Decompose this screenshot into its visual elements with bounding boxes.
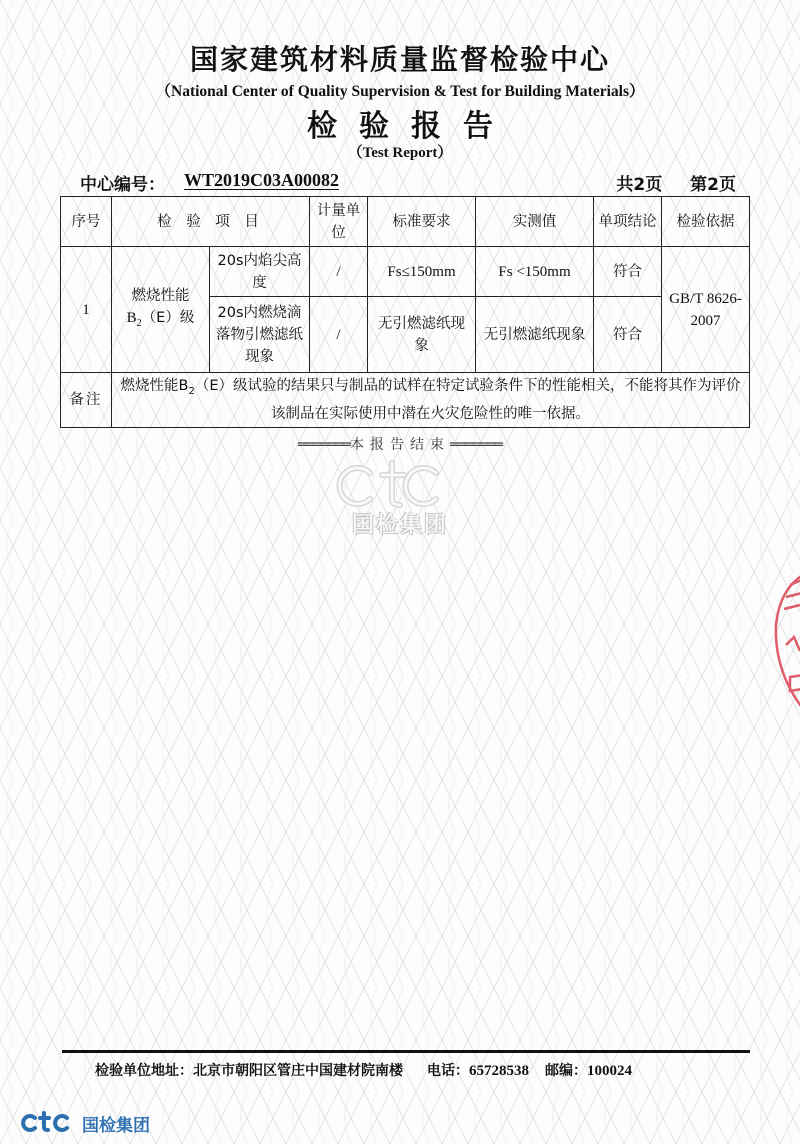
report-title-en: （Test Report） (347, 145, 453, 161)
subitem-name: 20s内燃烧滴落物引燃滤纸现象 (210, 297, 310, 373)
report-title: 检验报告 (307, 109, 515, 144)
ctc-logo-icon (20, 1110, 76, 1134)
current-page: 第2页 (690, 175, 736, 195)
end-of-report-marker: ═══════本报告结束═══════ (297, 437, 503, 453)
footer (95, 1060, 735, 1080)
category-line1: 燃烧性能 (131, 287, 190, 304)
remark-label: 备注 (61, 373, 112, 428)
header-basis: 检验依据 (662, 197, 750, 247)
center-no-label: 中心编号： (80, 175, 165, 195)
header-conclusion: 单项结论 (594, 197, 662, 247)
header-requirement: 标准要求 (368, 197, 476, 247)
subitem-name: 20s内焰尖高度 (210, 247, 310, 297)
remark-row (61, 373, 750, 428)
subitem-conclusion: 符合 (594, 247, 662, 297)
subitem-requirement: Fs≤150mm (368, 247, 476, 297)
address-label: 检验单位地址： (95, 1063, 193, 1079)
row-basis: GB/T 8626-2007 (662, 247, 750, 373)
phone: 65728538 (469, 1063, 529, 1079)
subitem-unit: / (310, 247, 368, 297)
total-pages: 共2页 (616, 175, 663, 195)
org-title: 国家建筑材料质量监督检验中心 (189, 43, 610, 76)
page-count (594, 170, 736, 195)
end-of-report-text: 本报告结束 (350, 437, 450, 453)
official-seal (760, 565, 800, 725)
row-category (112, 247, 210, 373)
table-header-row (61, 197, 750, 247)
subitem-measured: Fs <150mm (476, 247, 594, 297)
postcode: 100024 (587, 1063, 632, 1079)
subitem-measured: 无引燃滤纸现象 (476, 297, 594, 373)
category-line2: $B_2(E)$级 (126, 309, 195, 329)
report-meta (80, 170, 736, 194)
watermark-text: 国检集团 (351, 513, 448, 538)
org-title-en: （National Center of Quality Supervision & Test for Building Materials） (155, 83, 645, 100)
header-unit: 计量单位 (310, 197, 368, 247)
table-row (61, 247, 750, 297)
brand-name: 国检集团 (82, 1116, 150, 1136)
subitem-requirement: 无引燃滤纸现象 (368, 297, 476, 373)
footer-rule (62, 1050, 750, 1053)
header-item: 检 验 项 目 (112, 197, 310, 247)
center-no-value: WT2019C03A00082 (184, 170, 340, 190)
row-seq: 1 (61, 247, 112, 373)
postcode-label: 邮编： (545, 1063, 587, 1079)
header-measured: 实测值 (476, 197, 594, 247)
remark-text: 燃烧性能$B_2(E)$级试验的结果只与制品的试样在特定试验条件下的性能相关，不能将其作为评价该制品在实际使用中潜在火灾危险性的唯一依据。 (112, 373, 750, 428)
results-table (60, 196, 750, 428)
subitem-unit: / (310, 297, 368, 373)
subitem-conclusion: 符合 (594, 297, 662, 373)
address: 北京市朝阳区管庄中国建材院南楼 (193, 1063, 403, 1079)
phone-label: 电话： (427, 1063, 469, 1079)
header-seq: 序号 (61, 197, 112, 247)
